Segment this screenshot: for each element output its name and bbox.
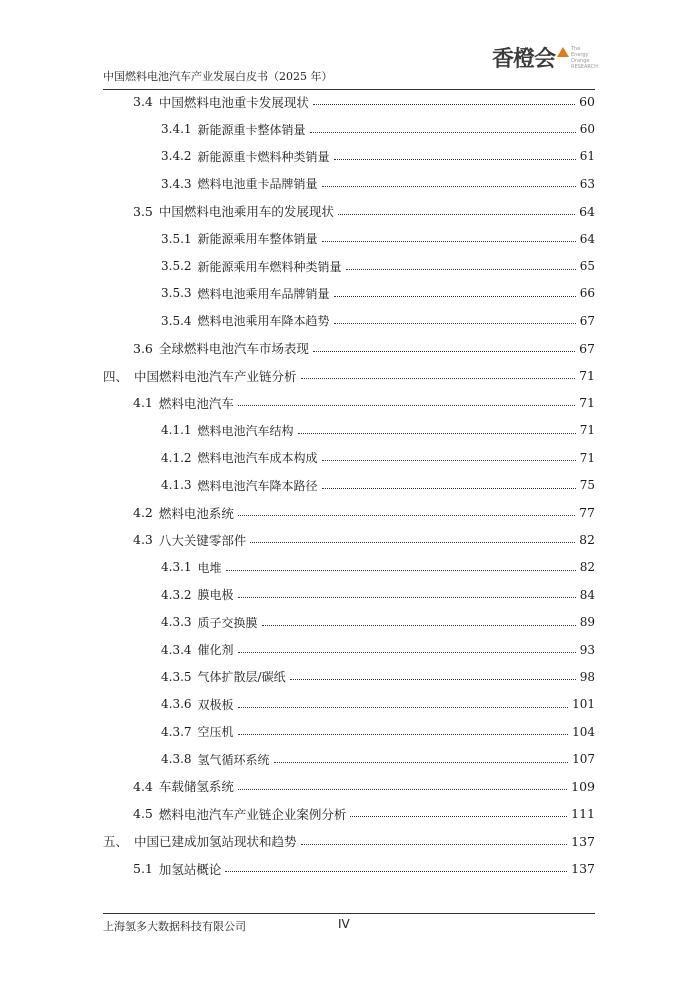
toc-entry-page: 82 [579, 560, 595, 575]
toc-entry-label: 催化剂 [197, 643, 234, 657]
toc-dot-leader [238, 405, 575, 406]
toc-entry-label: 新能源乘用车整体销量 [197, 232, 318, 247]
toc-entry[interactable] [103, 499, 595, 526]
document-title: 中国燃料电池汽车产业发展白皮书（2025 年） [103, 70, 333, 83]
toc-entry-label: 双极板 [197, 697, 234, 712]
toc-dot-leader [322, 460, 576, 461]
toc-entry[interactable] [103, 115, 595, 142]
toc-entry-label: 电堆 [197, 560, 222, 575]
toc-dot-leader [310, 132, 576, 133]
toc-entry-page: 67 [579, 313, 595, 328]
toc-dot-leader [322, 488, 576, 489]
toc-entry-page: 64 [579, 231, 595, 246]
publisher-logo [491, 42, 598, 73]
page-number: IV [338, 917, 350, 931]
toc-entry[interactable] [103, 773, 595, 800]
toc-entry[interactable] [103, 307, 595, 334]
toc-entry-label: 新能源乘用车燃料种类销量 [197, 259, 342, 274]
toc-entry-number: 3.5.3 [161, 286, 192, 301]
toc-dot-leader [350, 816, 567, 817]
toc-dot-leader [346, 269, 576, 270]
toc-entry-number: 4.3.3 [161, 615, 192, 630]
toc-dot-leader [238, 597, 576, 598]
toc-entry-page: 65 [579, 259, 595, 274]
toc-entry-page: 82 [579, 532, 595, 548]
toc-entry[interactable] [103, 417, 595, 444]
logo-subtext: The Energy Orange RESEARCH [571, 45, 598, 70]
toc-entry-number: 4.3.7 [161, 724, 192, 739]
toc-dot-leader [290, 679, 576, 680]
toc-entry-label: 膜电极 [197, 588, 234, 603]
toc-entry-page: 61 [579, 149, 595, 164]
toc-entry-page: 101 [572, 697, 595, 712]
toc-dot-leader [301, 378, 576, 379]
toc-entry-number: 4.3 [133, 532, 153, 548]
toc-entry-label: 质子交换膜 [197, 615, 258, 630]
toc-entry-number: 4.3.1 [161, 560, 192, 575]
toc-entry-page: 71 [579, 368, 595, 384]
toc-entry-label: 中国燃料电池乘用车的发展现状 [158, 204, 334, 220]
toc-entry[interactable] [103, 718, 595, 745]
toc-entry[interactable] [103, 581, 595, 608]
toc-entry-label: 燃料电池乘用车品牌销量 [197, 286, 330, 301]
toc-dot-leader [334, 296, 576, 297]
toc-entry[interactable] [103, 526, 595, 553]
toc-entry[interactable] [103, 691, 595, 718]
toc-entry-page: 60 [579, 122, 595, 137]
toc-entry-label: 空压机 [197, 725, 234, 740]
toc-entry-page: 75 [579, 478, 595, 493]
toc-entry[interactable] [103, 663, 595, 690]
toc-entry-page: 66 [579, 286, 595, 301]
toc-dot-leader [238, 734, 569, 735]
toc-entry-label: 新能源重卡燃料种类销量 [197, 149, 330, 164]
toc-entry[interactable] [103, 389, 595, 416]
toc-dot-leader [225, 871, 567, 872]
logo-triangle-icon [557, 47, 569, 59]
toc-dot-leader [334, 159, 576, 160]
toc-entry-page: 71 [579, 423, 595, 438]
toc-entry-number: 4.3.6 [161, 697, 192, 712]
toc-entry-label: 燃料电池汽车产业链企业案例分析 [158, 806, 347, 822]
toc-dot-leader [262, 625, 576, 626]
toc-entry-page: 109 [571, 778, 595, 794]
toc-entry-page: 107 [572, 752, 595, 767]
toc-entry[interactable] [103, 280, 595, 307]
toc-dot-leader [226, 570, 576, 571]
toc-entry-number: 3.5.4 [161, 313, 192, 328]
toc-entry-label: 燃料电池汽车降本路径 [197, 478, 318, 493]
toc-entry-label: 全球燃料电池汽车市场表现 [158, 341, 309, 357]
toc-entry[interactable] [103, 745, 595, 772]
toc-entry[interactable] [103, 636, 595, 663]
toc-entry[interactable] [103, 855, 595, 882]
toc-dot-leader [338, 214, 575, 215]
toc-entry-number: 3.5.2 [161, 259, 192, 274]
toc-entry-number: 4.5 [133, 806, 153, 822]
toc-entry-number: 3.4.1 [161, 122, 192, 137]
toc-dot-leader [322, 186, 576, 187]
toc-entry-number: 4.3.2 [161, 587, 192, 602]
toc-entry[interactable] [103, 444, 595, 471]
toc-entry-label: 新能源重卡整体销量 [197, 122, 306, 137]
toc-entry-label: 八大关键零部件 [158, 532, 247, 548]
page-header [103, 40, 598, 90]
toc-entry-number: 4.1.2 [161, 450, 192, 465]
toc-entry-label: 氢气循环系统 [197, 752, 270, 767]
toc-entry-page: 64 [579, 203, 595, 219]
toc-entry[interactable] [103, 252, 595, 279]
toc-entry-number: 3.5.1 [161, 231, 192, 246]
toc-entry-page: 60 [579, 94, 595, 110]
toc-entry-number: 4.3.8 [161, 752, 192, 767]
toc-entry-number: 3.4 [133, 94, 153, 110]
toc-entry-number: 5.1 [133, 861, 153, 877]
toc-dot-leader [301, 844, 568, 845]
logo-wordmark: 香橙会 [491, 47, 555, 72]
toc-entry-label: 燃料电池重卡品牌销量 [197, 177, 318, 192]
toc-dot-leader [238, 515, 575, 516]
toc-entry-number: 3.6 [133, 340, 153, 356]
toc-entry-page: 77 [579, 505, 595, 521]
toc-entry[interactable] [103, 170, 595, 197]
toc-entry[interactable] [103, 800, 595, 827]
toc-entry[interactable] [103, 335, 595, 362]
table-of-contents [103, 88, 595, 882]
toc-entry[interactable] [103, 88, 595, 115]
toc-entry-number: 4.1.1 [161, 423, 192, 438]
toc-entry-number: 4.1 [133, 395, 153, 411]
toc-entry-number: 4.3.5 [161, 669, 192, 684]
toc-entry[interactable] [103, 225, 595, 252]
toc-entry-label: 燃料电池汽车结构 [197, 423, 294, 438]
toc-entry-label: 加氢站概论 [158, 861, 222, 877]
toc-entry-number: 4.4 [133, 778, 153, 794]
toc-entry-label: 燃料电池汽车 [158, 395, 234, 411]
toc-entry-page: 71 [579, 450, 595, 465]
toc-dot-leader [313, 351, 575, 352]
toc-entry-number: 4.1.3 [161, 478, 192, 493]
toc-entry[interactable] [103, 471, 595, 498]
toc-entry-page: 84 [579, 587, 595, 602]
toc-entry-page: 89 [579, 615, 595, 630]
toc-dot-leader [334, 323, 576, 324]
toc-dot-leader [313, 104, 575, 105]
toc-entry-label: 车载储氢系统 [158, 779, 234, 795]
toc-entry-label: 中国燃料电池汽车产业链分析 [134, 368, 297, 384]
toc-dot-leader [250, 542, 575, 543]
toc-dot-leader [238, 652, 576, 653]
toc-entry-page: 137 [571, 861, 595, 877]
toc-entry-number: 五、 [103, 834, 129, 850]
toc-entry[interactable] [103, 608, 595, 635]
toc-entry-label: 中国已建成加氢站现状和趋势 [134, 834, 297, 850]
toc-entry[interactable] [103, 362, 595, 389]
toc-entry[interactable] [103, 828, 595, 855]
toc-entry-page: 98 [579, 669, 595, 684]
toc-entry-page: 63 [579, 176, 595, 191]
toc-entry-number: 3.4.2 [161, 149, 192, 164]
toc-entry-page: 93 [579, 642, 595, 657]
toc-entry-label: 燃料电池汽车成本构成 [197, 451, 318, 466]
toc-dot-leader [238, 707, 569, 708]
toc-entry-page: 137 [571, 833, 595, 849]
toc-entry[interactable] [103, 554, 595, 581]
toc-entry-number: 四、 [103, 368, 129, 384]
toc-entry-page: 111 [571, 806, 595, 822]
toc-entry-page: 104 [572, 724, 595, 739]
toc-entry-number: 3.4.3 [161, 176, 192, 191]
toc-entry-label: 气体扩散层/碳纸 [197, 670, 286, 685]
toc-entry-number: 4.3.4 [161, 642, 192, 657]
toc-entry[interactable] [103, 143, 595, 170]
toc-dot-leader [238, 789, 567, 790]
toc-dot-leader [298, 433, 576, 434]
footer-company: 上海氢多大数据科技有限公司 [103, 920, 246, 933]
toc-entry-label: 燃料电池乘用车降本趋势 [197, 314, 330, 329]
toc-entry[interactable] [103, 198, 595, 225]
toc-entry-label: 中国燃料电池重卡发展现状 [158, 94, 309, 110]
toc-entry-page: 67 [579, 340, 595, 356]
toc-entry-label: 燃料电池系统 [158, 505, 234, 521]
toc-dot-leader [322, 241, 576, 242]
toc-entry-page: 71 [579, 395, 595, 411]
toc-dot-leader [274, 762, 569, 763]
footer-divider [103, 913, 595, 914]
toc-entry-number: 4.2 [133, 505, 153, 521]
toc-entry-number: 3.5 [133, 203, 153, 219]
